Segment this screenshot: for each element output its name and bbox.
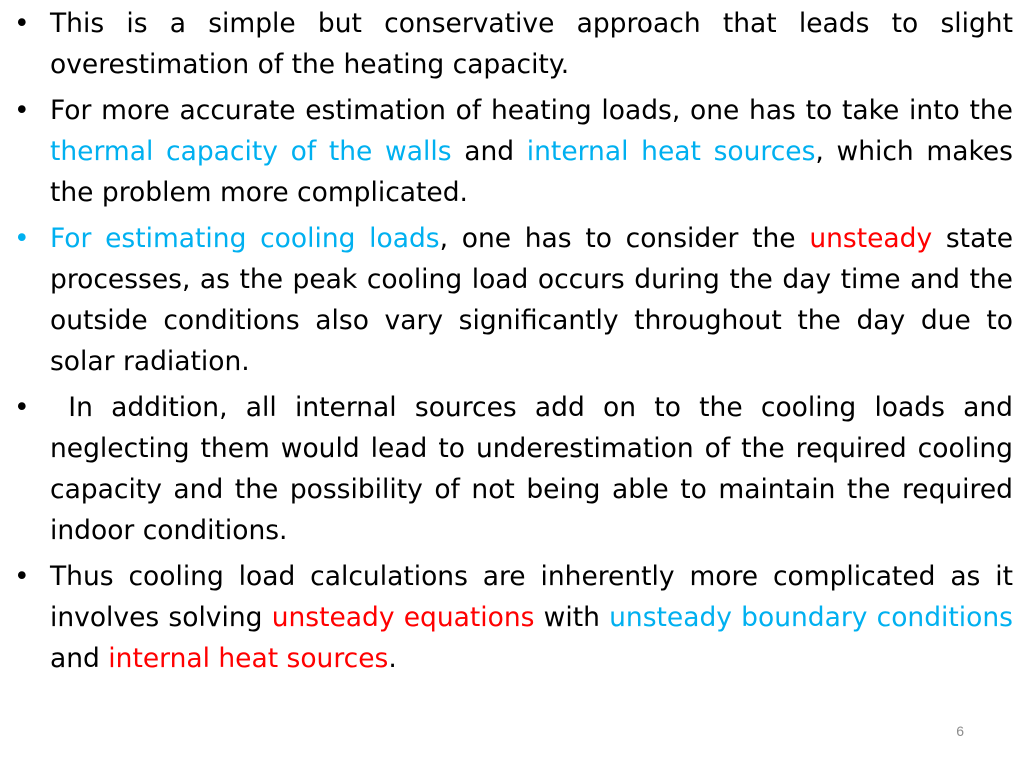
highlight-term: thermal capacity of the walls	[50, 136, 452, 167]
bullet-marker-icon: •	[14, 223, 30, 254]
highlight-term: For estimating cooling loads	[50, 223, 440, 254]
bullet-text: Thus cooling load calculations are inherently more complicated as it involves solving	[50, 561, 1013, 633]
bullet-text: .	[388, 643, 397, 674]
emphasis-term: internal heat sources	[108, 643, 389, 674]
bullet-text: with	[534, 602, 610, 633]
highlight-term: internal heat sources	[526, 136, 816, 167]
bullet-marker-icon: •	[14, 561, 30, 592]
bullet-text: and	[451, 136, 527, 167]
page-number: 6	[956, 723, 964, 739]
emphasis-term: unsteady	[809, 223, 933, 254]
bullet-item	[14, 90, 1013, 213]
bullet-text: For more accurate estimation of heating loads, one has to take into the	[50, 95, 1013, 126]
bullet-marker-icon: •	[14, 8, 30, 39]
bullet-marker-icon: •	[14, 95, 30, 126]
bullet-item	[14, 3, 1013, 85]
bullet-text: and	[50, 643, 109, 674]
bullet-marker-icon: •	[14, 392, 30, 423]
highlight-term: unsteady boundary conditions	[609, 602, 1013, 633]
bullet-item	[14, 387, 1022, 551]
bullet-text: In addition, all internal sources add on to the cooling loads and neglecting them would lead to underestimation of the required cooling capacity and the possibility of not being able to maintain the required indoor conditions.	[50, 392, 1022, 546]
emphasis-term: unsteady equations	[271, 602, 535, 633]
bullet-text: , which makes the problem more complicated.	[50, 136, 1013, 208]
bullet-item	[14, 556, 1013, 679]
bullet-text: state processes, as the peak cooling load occurs during the day time and the outside conditions also vary significantly throughout the day due to solar radiation.	[50, 223, 1013, 377]
bullet-list	[14, 3, 1022, 684]
bullet-item	[14, 218, 1013, 382]
bullet-text: , one has to consider the	[439, 223, 810, 254]
bullet-text: This is a simple but conservative approach that leads to slight overestimation of the heating capacity.	[50, 8, 1013, 80]
